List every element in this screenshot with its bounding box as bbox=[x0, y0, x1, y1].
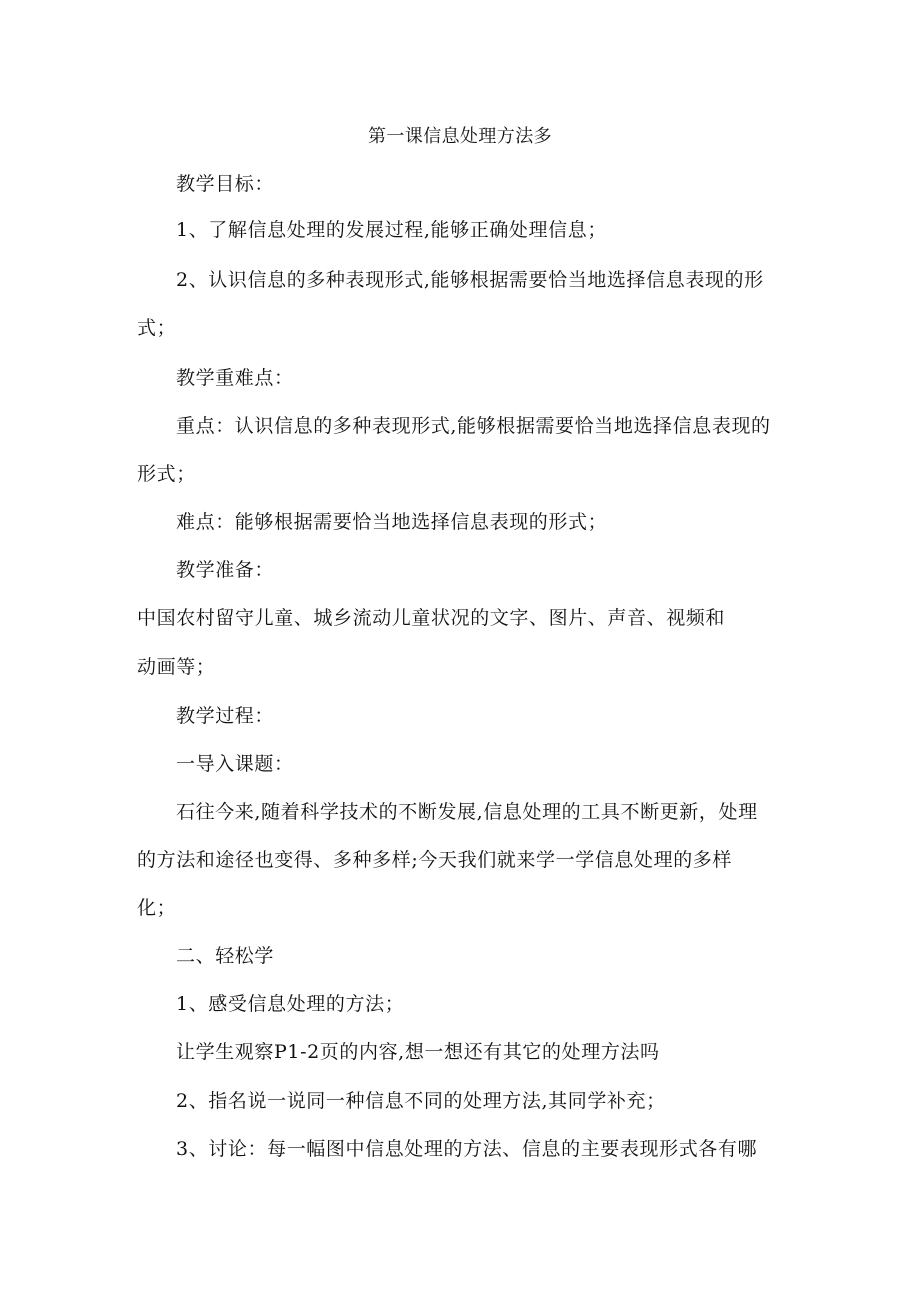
intro-paragraph-line-2: 的方法和途径也变得、多种多样;今天我们就来学一学信息处理的多样 bbox=[137, 849, 733, 871]
goal-item-2-continued: 式； bbox=[137, 317, 177, 339]
heading-teaching-process: 教学过程： bbox=[176, 705, 275, 727]
heading-preparation: 教学准备： bbox=[176, 559, 275, 581]
heading-key-difficult-points: 教学重难点： bbox=[176, 367, 294, 389]
activity-item-1-detail: 让学生观察P1-2页的内容,想一想还有其它的处理方法吗 bbox=[176, 1041, 660, 1063]
section-1-heading: 一导入课题： bbox=[176, 753, 294, 775]
document-title: 第一课信息处理方法多 bbox=[368, 126, 552, 147]
intro-paragraph-line-3: 化； bbox=[137, 897, 177, 919]
preparation-text-continued: 动画等； bbox=[137, 656, 216, 678]
section-2-heading: 二、轻松学 bbox=[176, 945, 275, 967]
activity-item-2: 2、指名说一说同一种信息不同的处理方法,其同学补充； bbox=[176, 1090, 666, 1112]
goal-item-1: 1、了解信息处理的发展过程,能够正确处理信息； bbox=[176, 219, 607, 241]
difficult-point: 难点：能够根据需要恰当地选择信息表现的形式； bbox=[176, 511, 608, 533]
activity-item-1: 1、感受信息处理的方法； bbox=[176, 993, 405, 1015]
goal-item-2: 2、认识信息的多种表现形式,能够根据需要恰当地选择信息表现的形 bbox=[176, 269, 764, 291]
key-point-continued: 形式； bbox=[137, 463, 196, 485]
intro-paragraph: 石往今来,随着科学技术的不断发展,信息处理的工具不断更新，处理 bbox=[176, 801, 758, 823]
preparation-text: 中国农村留守儿童、城乡流动儿童状况的文字、图片、声音、视频和 bbox=[137, 607, 726, 629]
heading-teaching-goals: 教学目标： bbox=[176, 173, 275, 195]
activity-item-3: 3、讨论：每一幅图中信息处理的方法、信息的主要表现形式各有哪 bbox=[176, 1138, 758, 1160]
key-point: 重点：认识信息的多种表现形式,能够根据需要恰当地选择信息表现的 bbox=[176, 415, 771, 437]
